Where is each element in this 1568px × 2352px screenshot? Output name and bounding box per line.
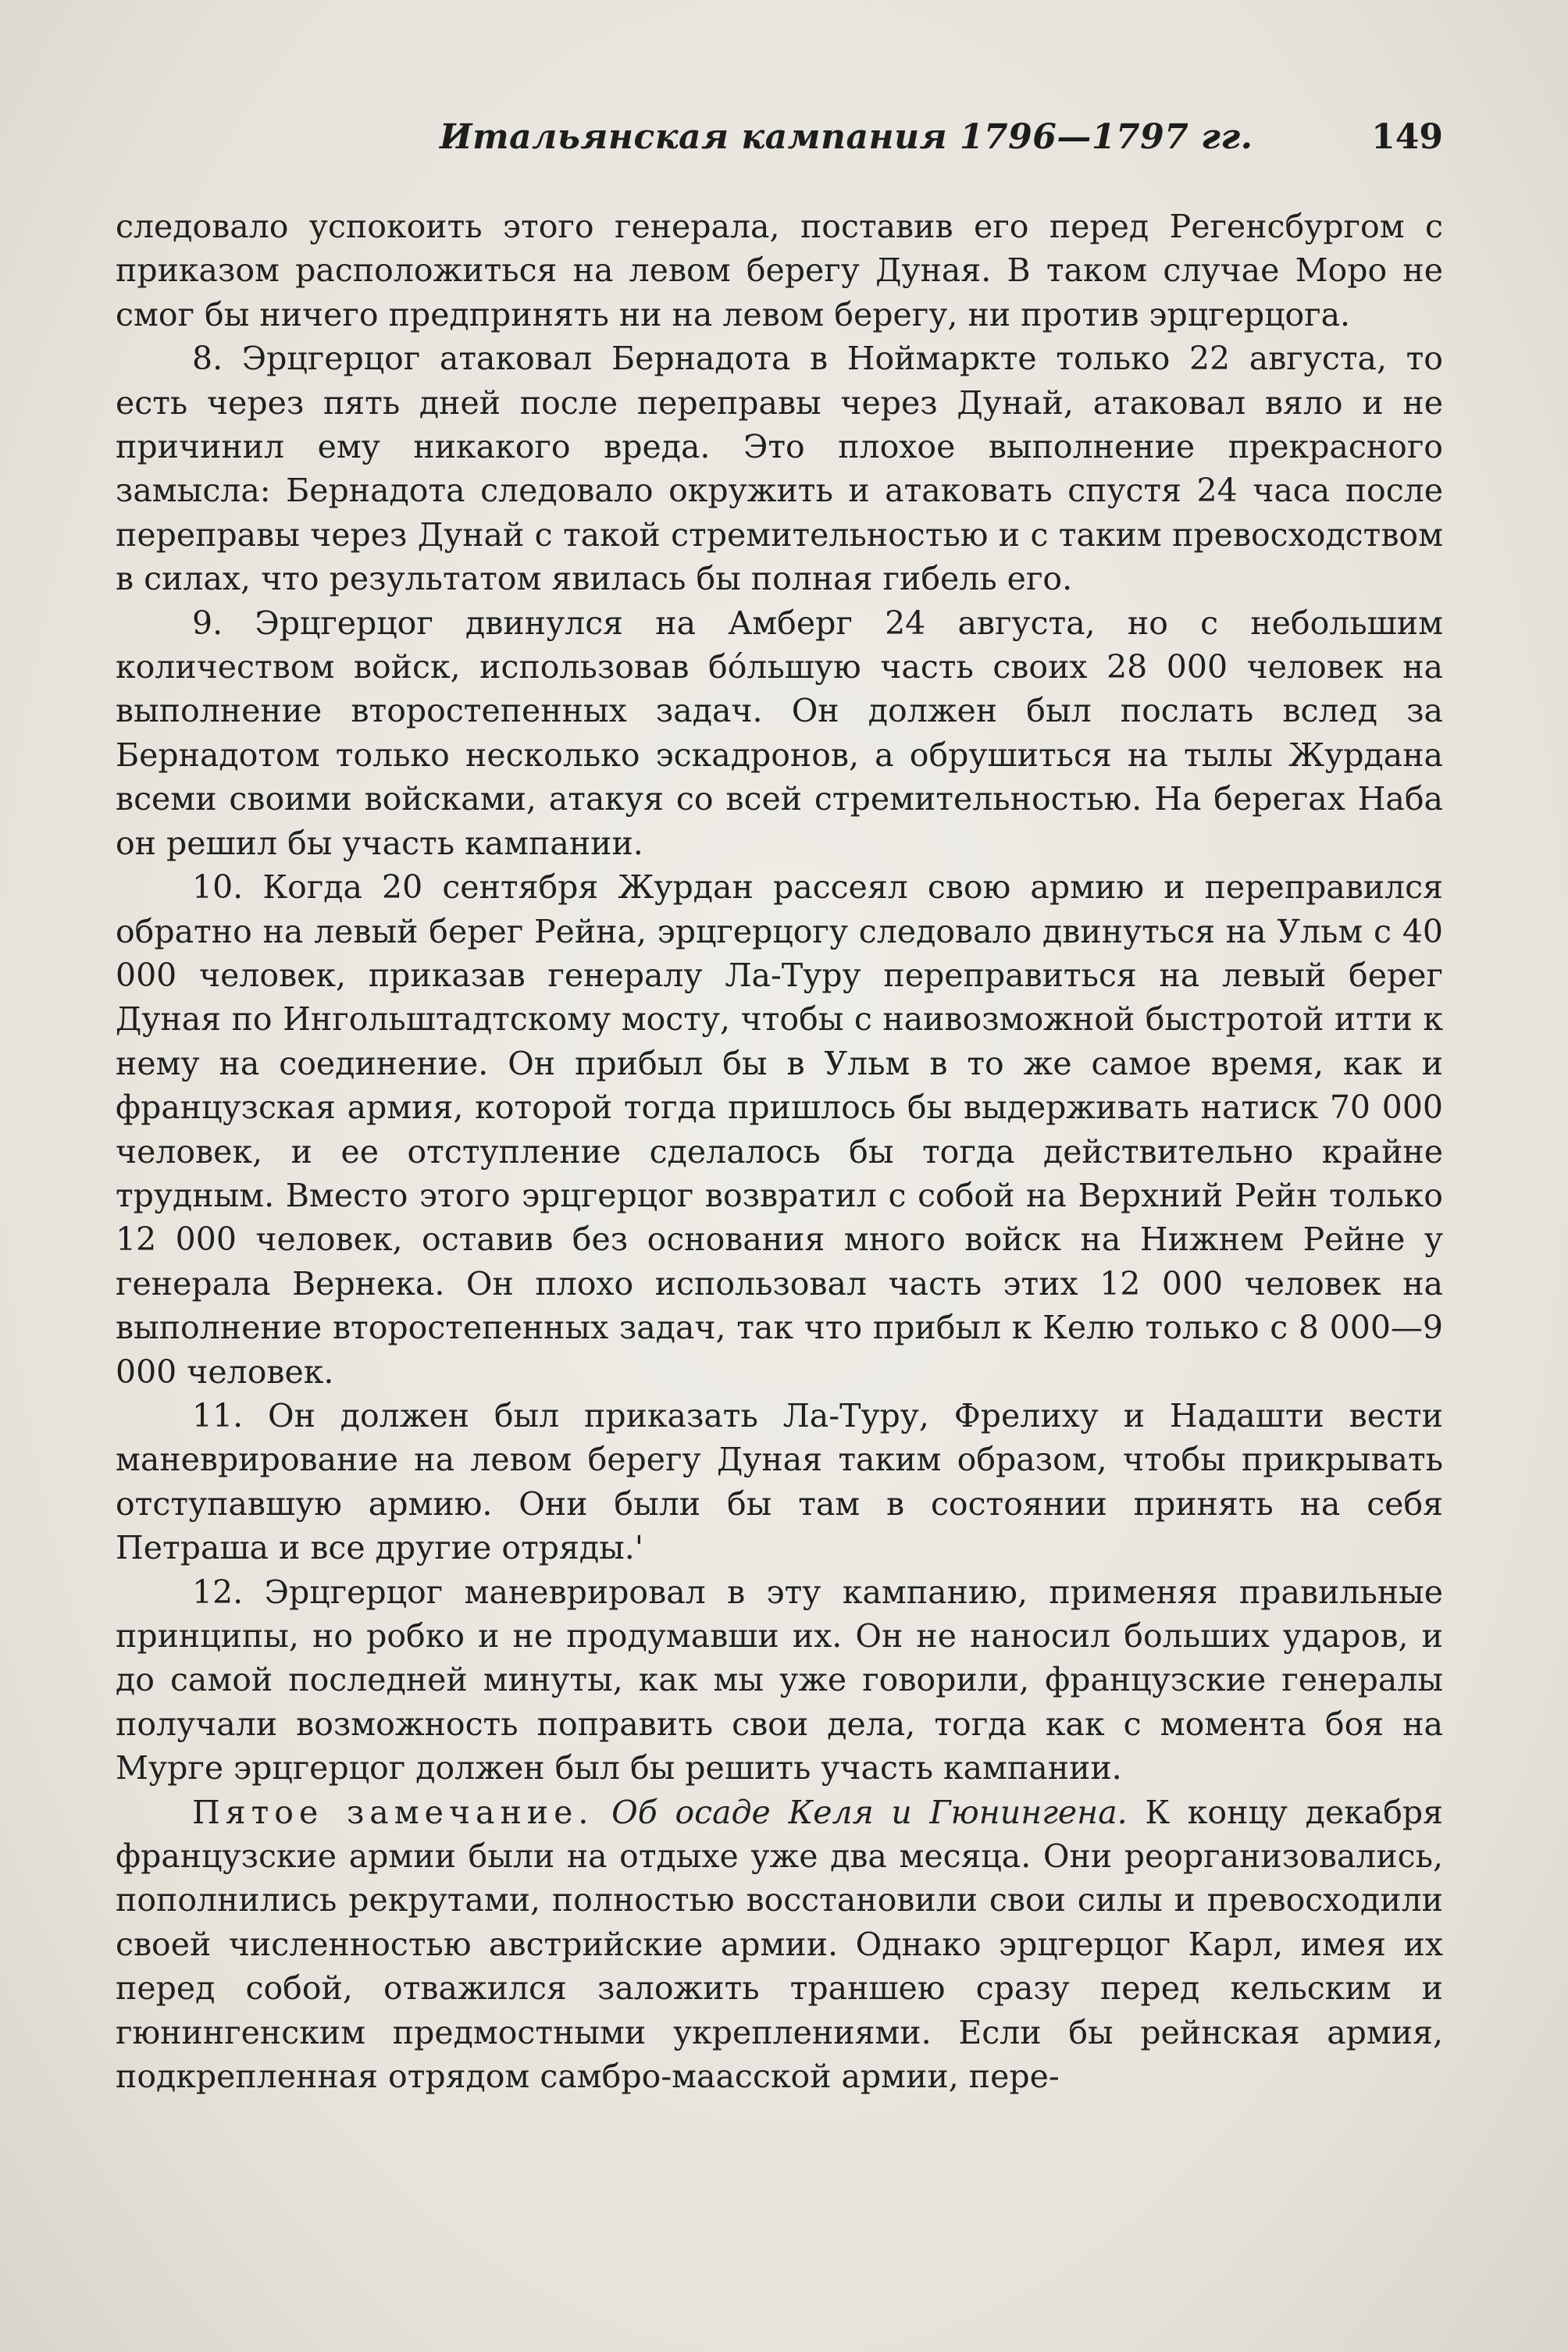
running-title: Итальянская кампания 1796—1797 гг. — [440, 117, 1253, 157]
paragraph-continuation: следовало успокоить этого генерала, поставив его перед Регенсбургом с приказом расположиться на левом берегу Дуная. В таком случае Моро не смог бы ничего предпринять ни на левом берегу, ни против эрцгерцога. — [116, 208, 1443, 333]
paragraph-9: 9. Эрцгерцог двинулся на Амберг 24 августа, но с небольшим количеством войск, использовав бо́льшую часть своих 28 000 человек на выполнение второстепенных задач. Он должен был послать вслед за Бернадотом только несколько эскадронов, а обрушиться на тылы Журдана всеми своими войсками, атакуя со всей стремительностью. На берегах Наба он решил бы участь кампании. — [116, 604, 1443, 862]
paragraph-11: 11. Он должен был приказать Ла-Туру, Фрелиху и Надашти вести маневрирование на левом берегу Дуная таким образом, чтобы прикрывать отступавшую армию. Они были бы там в состоянии принять на себя Петраша и все другие отряды.' — [116, 1396, 1443, 1567]
remark-heading: Пятое замечание. — [192, 1793, 594, 1831]
paragraph-fifth-remark — [116, 1791, 1443, 2099]
remark-subject: Об осаде Келя и Гюнингена. — [611, 1793, 1128, 1831]
remark-text: К концу декабря французские армии были на отдыхе уже два месяца. Они реорганизовались, пополнились рекрутами, полностью восстановили свои силы и превосходили своей численностью австрийские армии. Однако эрцгерцог Карл, имея их перед собой, отважился заложить траншею сразу перед кельским и гюнингенским предмостными укреплениями. Если бы рейнская армия, подкрепленная отрядом самбро-маасской армии, пере- — [116, 1793, 1443, 2096]
body-text — [116, 205, 1443, 2098]
paragraph-10: 10. Когда 20 сентября Журдан рассеял свою армию и переправился обратно на левый берег Рейна, эрцгерцогу следовало двинуться на Ульм с 40 000 человек, приказав генералу Ла-Туру переправиться на левый берег Дуная по Ингольштадтскому мосту, чтобы с наивозможной быстротой итти к нему на соединение. Он прибыл бы в Ульм в то же самое время, как и французская армия, которой тогда пришлось бы выдерживать натиск 70 000 человек, и ее отступление сделалось бы тогда действительно крайне трудным. Вместо этого эрцгерцог возвратил с собой на Верхний Рейн только 12 000 человек, оставив без основания много войск на Нижнем Рейне у генерала Вернека. Он плохо использовал часть этих 12 000 человек на выполнение второстепенных задач, так что прибыл к Келю только с 8 000—9 000 человек. — [116, 868, 1443, 1391]
page-number: 149 — [1371, 117, 1443, 157]
paragraph-12: 12. Эрцгерцог маневрировал в эту кампанию, применяя правильные принципы, но робко и не продумавши их. Он не наносил больших ударов, и до самой последней минуты, как мы уже говорили, французские генералы получали возможность поправить свои дела, тогда как с момента боя на Мурге эрцгерцог должен был бы решить участь кампании. — [116, 1573, 1443, 1787]
page-header — [116, 117, 1443, 180]
paragraph-8: 8. Эрцгерцог атаковал Бернадота в Ноймаркте только 22 августа, то есть через пять дней после переправы через Дунай, атаковал вяло и не причинил ему никакого вреда. Это плохое выполнение прекрасного замысла: Бернадота следовало окружить и атаковать спустя 24 часа после переправы через Дунай с такой стремительностью и с таким превосходством в силах, что результатом явилась бы полная гибель его. — [116, 340, 1443, 598]
